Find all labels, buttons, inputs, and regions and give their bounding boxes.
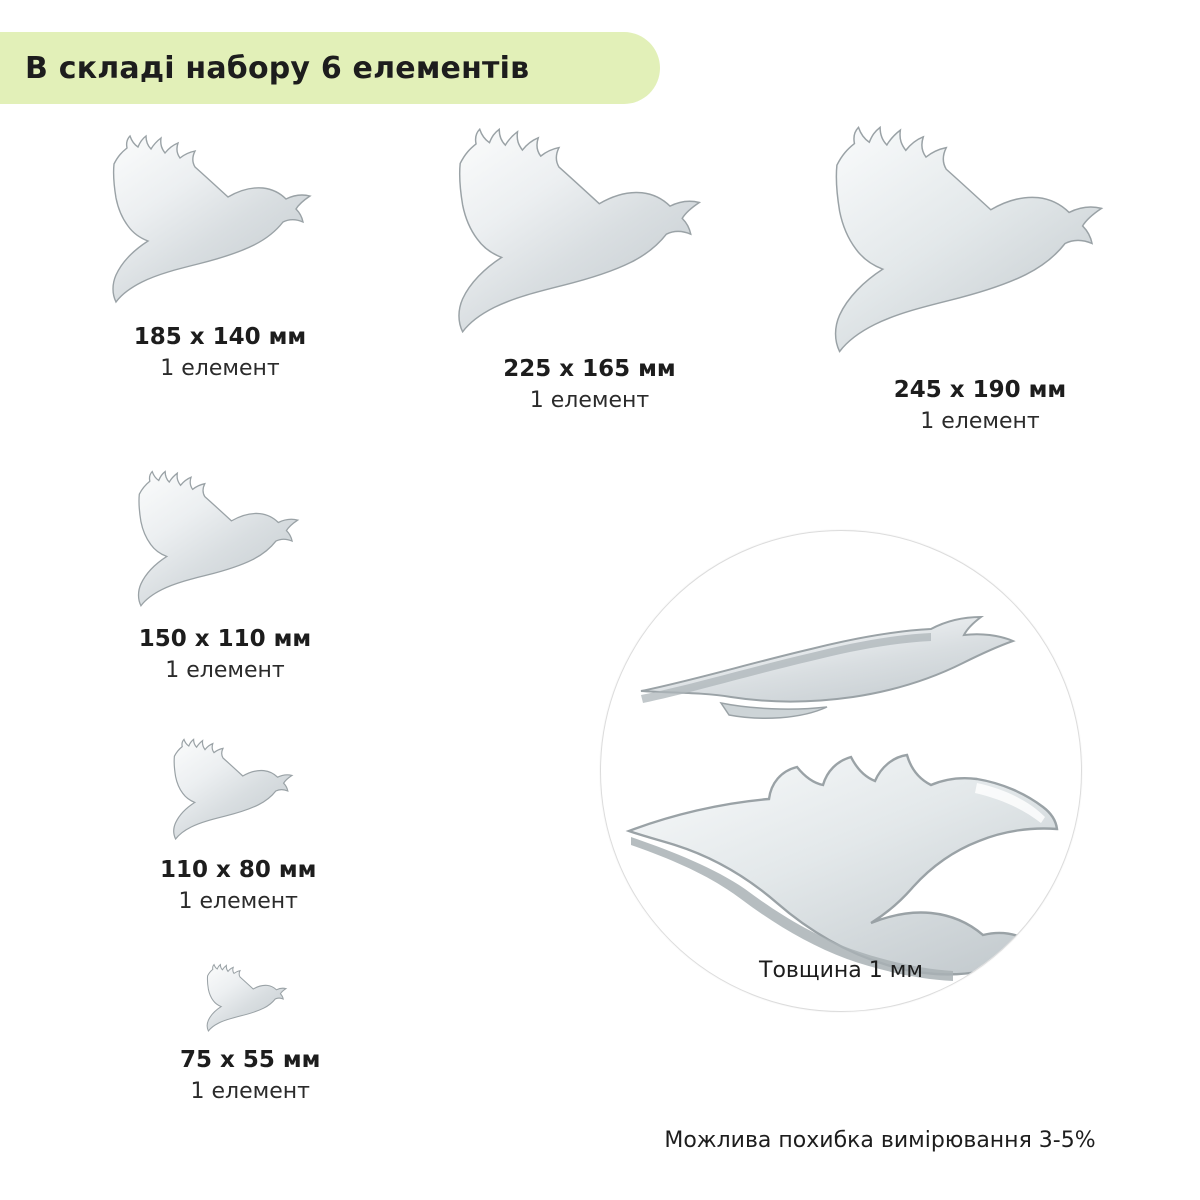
item-count: 1 елемент [178, 889, 298, 914]
dove-edge-closeup-icon [601, 531, 1081, 1011]
page-title: В складі набору 6 елементів [25, 50, 530, 86]
item-caption [134, 324, 306, 381]
item-size: 185 x 140 мм [133, 324, 307, 350]
item-count: 1 елемент [529, 388, 650, 413]
item-caption [180, 1047, 320, 1104]
dove-silhouette-icon [166, 725, 310, 845]
set-item [128, 452, 322, 683]
set-item [443, 100, 736, 413]
dove-silhouette-icon [818, 95, 1142, 365]
item-size: 245 x 190 мм [893, 377, 1067, 403]
item-count: 1 елемент [920, 409, 1040, 434]
item-caption [503, 356, 675, 413]
header-banner [0, 32, 660, 104]
set-item [100, 112, 340, 381]
dove-silhouette-icon [100, 112, 340, 312]
set-item [160, 725, 316, 914]
item-caption [894, 377, 1066, 434]
dove-silhouette-icon [128, 452, 322, 614]
dove-silhouette-icon [202, 955, 298, 1035]
item-size: 75 x 55 мм [180, 1047, 321, 1073]
item-caption [139, 626, 311, 683]
item-count: 1 елемент [165, 658, 285, 683]
item-count: 1 елемент [160, 356, 280, 381]
item-size: 225 x 165 мм [503, 356, 676, 382]
thickness-detail-circle [600, 530, 1082, 1012]
dove-silhouette-icon [443, 100, 736, 344]
item-count: 1 елемент [190, 1079, 310, 1104]
item-size: 110 x 80 мм [160, 857, 317, 883]
item-caption [160, 857, 316, 914]
set-item [180, 955, 320, 1104]
measurement-footnote: Можлива похибка вимірювання 3-5% [664, 1128, 1096, 1153]
thickness-label: Товщина 1 мм [759, 958, 923, 983]
set-item [818, 95, 1142, 434]
item-size: 150 x 110 мм [138, 626, 312, 652]
